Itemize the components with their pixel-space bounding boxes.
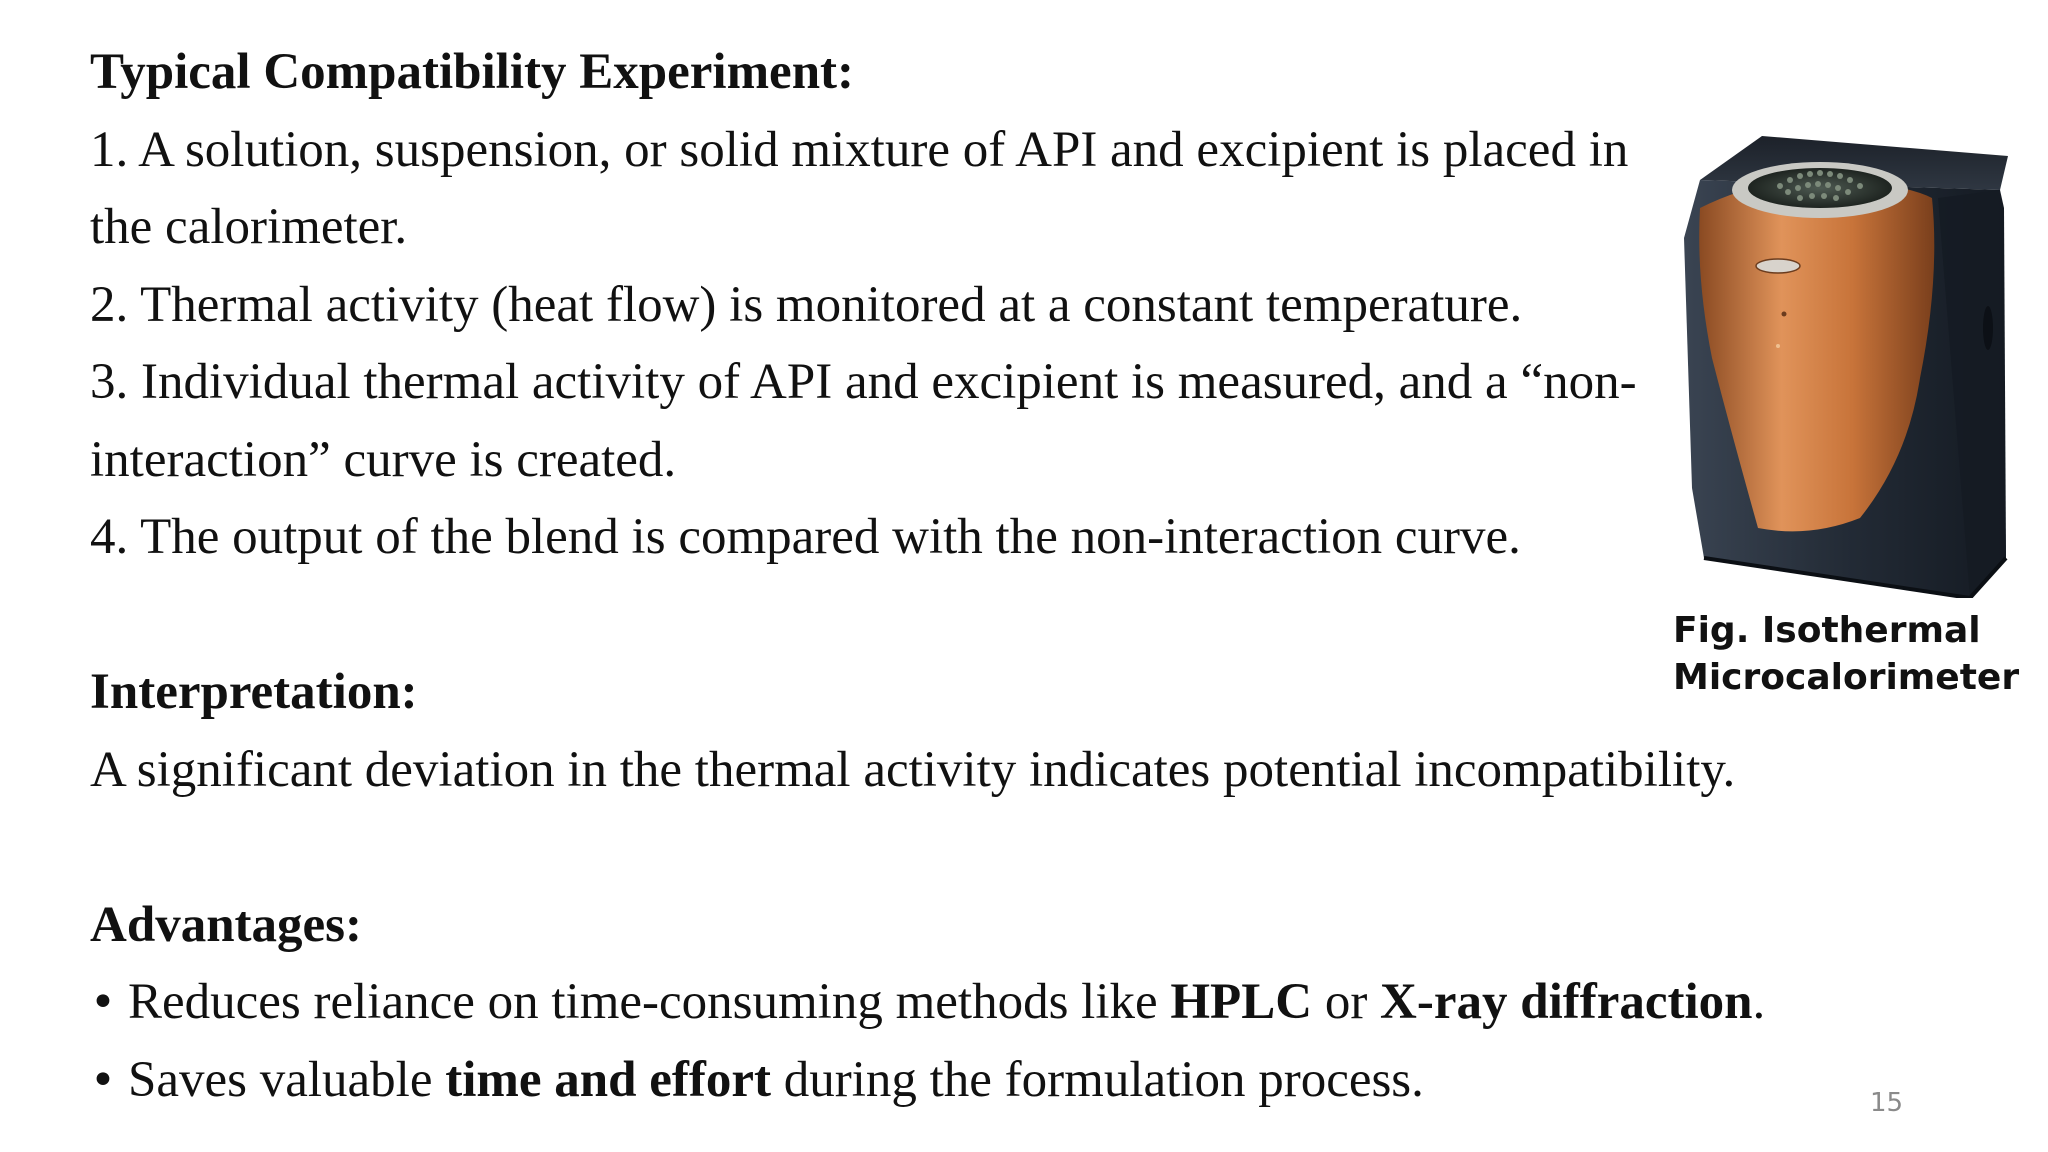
advantage-bullet bbox=[90, 964, 1766, 1042]
bullet-icon: • bbox=[90, 977, 116, 1028]
bullet-bold: time and effort bbox=[445, 1051, 771, 1108]
step-line: 1. A solution, suspension, or solid mixture of API and excipient is placed in bbox=[90, 121, 1629, 178]
spacer bbox=[90, 809, 1750, 887]
spacer bbox=[90, 577, 1750, 655]
section-heading-advantages: Advantages: bbox=[90, 896, 363, 953]
bullet-text: Reduces reliance on time-consuming methods like bbox=[128, 974, 1171, 1030]
bullet-text: Saves valuable bbox=[128, 1051, 446, 1108]
interpretation-text: A significant deviation in the thermal activity indicates potential incompatibility. bbox=[90, 741, 1736, 798]
figure-caption bbox=[1673, 607, 2033, 701]
caption-line: Microcalorimeter bbox=[1673, 657, 2020, 698]
bullet-bold: X-ray diffraction bbox=[1380, 974, 1753, 1030]
section-heading-interpretation: Interpretation: bbox=[90, 664, 418, 720]
caption-line: Fig. Isothermal bbox=[1673, 610, 1981, 651]
page-number: 15 bbox=[1870, 1088, 1904, 1118]
bullet-text: . bbox=[1752, 974, 1766, 1030]
bullet-text: or bbox=[1312, 974, 1381, 1030]
bullet-bold: HPLC bbox=[1170, 974, 1313, 1030]
microcalorimeter-image bbox=[1670, 128, 2010, 598]
step-line: the calorimeter. bbox=[90, 199, 408, 255]
bullet-icon: • bbox=[90, 1054, 116, 1106]
step-line: interaction” curve is created. bbox=[90, 431, 677, 488]
advantage-bullet bbox=[90, 1042, 1750, 1120]
step-line: 3. Individual thermal activity of API and excipient is measured, and a “non- bbox=[90, 354, 1637, 410]
bullet-text: during the formulation process. bbox=[770, 1051, 1424, 1108]
slide-body bbox=[90, 34, 1766, 1119]
microcalorimeter-illustration bbox=[1670, 128, 2010, 598]
step-line: 4. The output of the blend is compared with the non-interaction curve. bbox=[90, 509, 1521, 565]
section-heading-experiment: Typical Compatibility Experiment: bbox=[90, 44, 855, 100]
step-line: 2. Thermal activity (heat flow) is monitored at a constant temperature. bbox=[90, 276, 1523, 333]
